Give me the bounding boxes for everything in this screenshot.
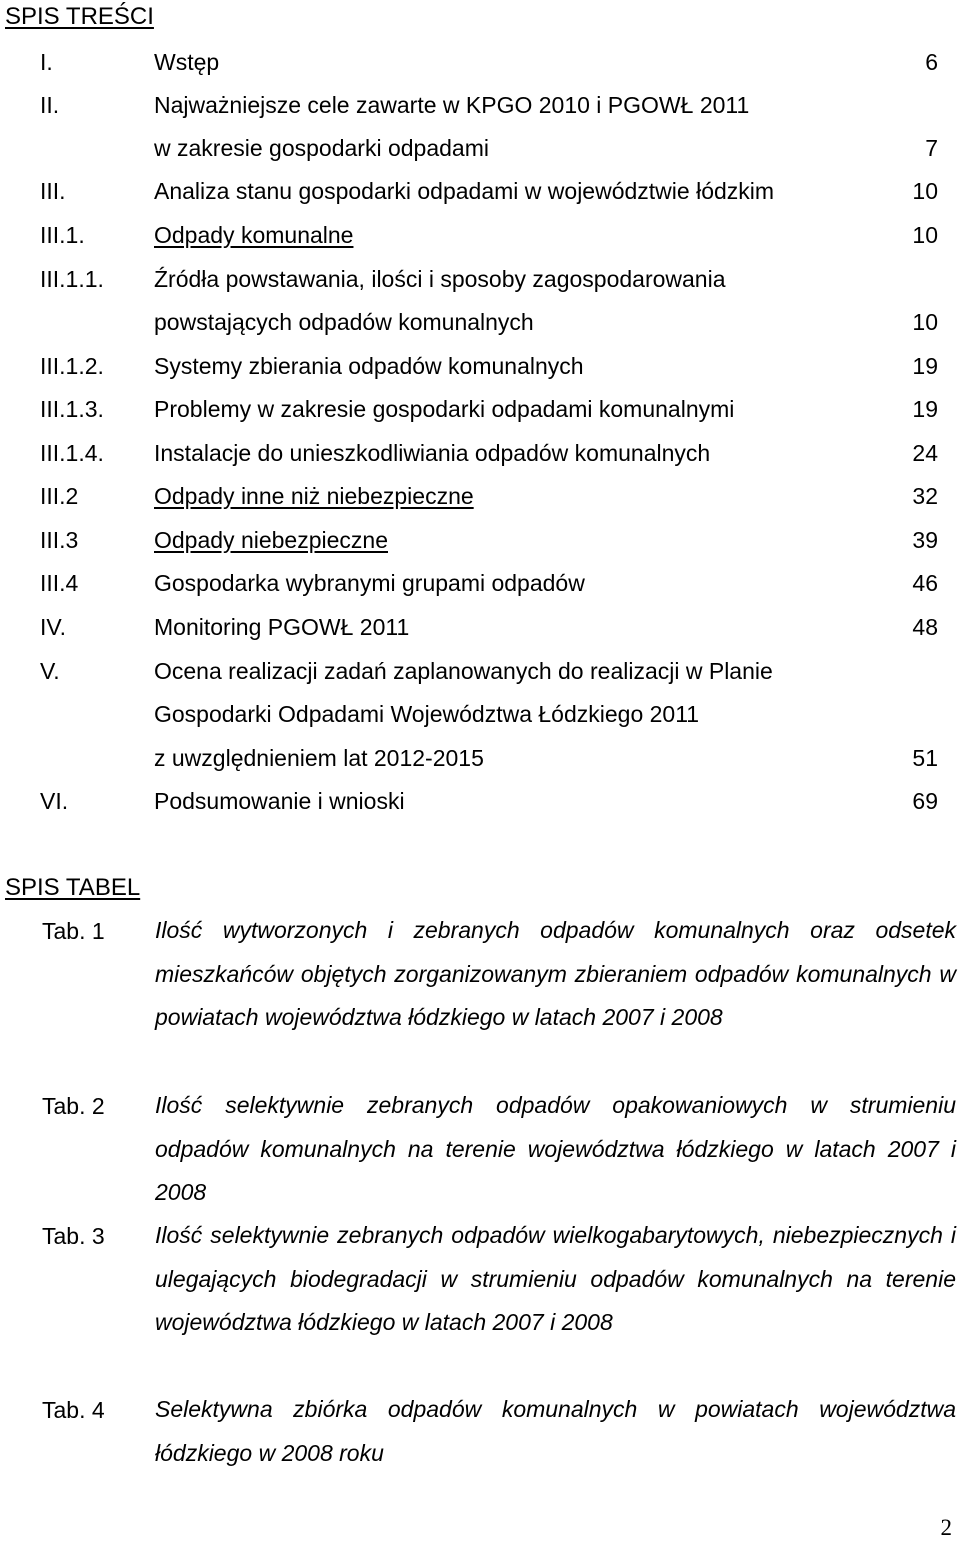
toc-entry-page: 46 bbox=[912, 570, 938, 596]
toc-entry-continuation[interactable] bbox=[0, 132, 960, 164]
toc-entry[interactable] bbox=[0, 393, 960, 425]
toc-entry-number: III.2 bbox=[40, 483, 79, 509]
toc-entry-page: 24 bbox=[912, 440, 938, 466]
toc-heading: SPIS TREŚCI bbox=[5, 3, 154, 30]
toc-entry[interactable] bbox=[0, 655, 960, 687]
toc-entry-continuation[interactable] bbox=[0, 306, 960, 338]
toc-entry-number: III.1. bbox=[40, 222, 85, 248]
toc-entry-page: 19 bbox=[912, 396, 938, 422]
toc-entry[interactable] bbox=[0, 89, 960, 121]
toc-entry-title: Analiza stanu gospodarki odpadami w województwie łódzkim bbox=[154, 178, 775, 204]
toc-entry-title: Gospodarki Odpadami Województwa Łódzkiego 2011 bbox=[154, 701, 700, 727]
table-label: Tab. 1 bbox=[42, 918, 105, 944]
table-caption: Ilość selektywnie zebranych odpadów opakowaniowych w strumieniu odpadów komunalnych na terenie województwa łódzkiego w latach 2007 i 2008 bbox=[155, 1092, 956, 1206]
toc-entry[interactable] bbox=[0, 219, 960, 251]
toc-entry-page: 7 bbox=[925, 135, 938, 161]
toc-entry-number: VI. bbox=[40, 788, 69, 814]
toc-entry-title: Monitoring PGOWŁ 2011 bbox=[154, 614, 410, 640]
toc-entry-title: Wstęp bbox=[154, 49, 220, 75]
toc-entry-number: III. bbox=[40, 178, 66, 204]
toc-entry-title: z uwzględnieniem lat 2012-2015 bbox=[154, 745, 484, 771]
toc-entry-title: Podsumowanie i wnioski bbox=[154, 788, 405, 814]
toc-entry-number: I. bbox=[40, 49, 53, 75]
toc-entry[interactable] bbox=[0, 46, 960, 78]
toc-entry[interactable] bbox=[0, 480, 960, 512]
page-number: 2 bbox=[940, 1515, 952, 1540]
table-caption: Ilość selektywnie zebranych odpadów wielkogabarytowych, niebezpiecznych i ulegających biodegradacji w strumieniu odpadów komunalnych na terenie województwa łódzkiego w latach 2007 i 2008 bbox=[155, 1222, 956, 1336]
toc-entry-number: III.4 bbox=[40, 570, 79, 596]
toc-entry[interactable] bbox=[0, 263, 960, 295]
toc-entry[interactable] bbox=[0, 785, 960, 817]
toc-entry-title: Gospodarka wybranymi grupami odpadów bbox=[154, 570, 585, 596]
toc-entry-page: 48 bbox=[912, 614, 938, 640]
toc-entry-page: 19 bbox=[912, 353, 938, 379]
toc-entry-page: 6 bbox=[925, 49, 938, 75]
toc-entry-title: Instalacje do unieszkodliwiania odpadów komunalnych bbox=[154, 440, 711, 466]
toc-entry-number: III.3 bbox=[40, 527, 79, 553]
toc-entry-page: 10 bbox=[912, 178, 938, 204]
toc-entry[interactable] bbox=[0, 567, 960, 599]
toc-entry-number: V. bbox=[40, 658, 60, 684]
toc-entry-title: Odpady niebezpieczne bbox=[154, 527, 388, 553]
table-label: Tab. 2 bbox=[42, 1093, 105, 1119]
toc-entry-page: 32 bbox=[912, 483, 938, 509]
toc-entry-title: Odpady inne niż niebezpieczne bbox=[154, 483, 474, 509]
table-label: Tab. 4 bbox=[42, 1397, 105, 1423]
toc-entry-number: III.1.4. bbox=[40, 440, 104, 466]
toc-entry-title: Ocena realizacji zadań zaplanowanych do realizacji w Planie bbox=[154, 658, 773, 684]
table-caption: Ilość wytworzonych i zebranych odpadów komunalnych oraz odsetek mieszkańców objętych zorganizowanym zbieraniem odpadów komunalnych w powiatach województwa łódzkiego w latach 2007 i 2008 bbox=[155, 917, 956, 1031]
toc-entry-continuation[interactable] bbox=[0, 698, 960, 730]
toc-entry-title: Odpady komunalne bbox=[154, 222, 354, 248]
toc-entry-number: III.1.3. bbox=[40, 396, 104, 422]
toc-entry-number: III.1.2. bbox=[40, 353, 104, 379]
toc-entry-continuation[interactable] bbox=[0, 742, 960, 774]
toc-entry-page: 10 bbox=[912, 222, 938, 248]
toc-entry[interactable] bbox=[0, 437, 960, 469]
toc-entry-title: w zakresie gospodarki odpadami bbox=[154, 135, 489, 161]
toc-entry-title: Źródła powstawania, ilości i sposoby zagospodarowania bbox=[154, 266, 726, 292]
toc-entry[interactable] bbox=[0, 524, 960, 556]
toc-entry-title: Systemy zbierania odpadów komunalnych bbox=[154, 353, 584, 379]
toc-entry-page: 39 bbox=[912, 527, 938, 553]
toc-entry-number: III.1.1. bbox=[40, 266, 104, 292]
toc-entry[interactable] bbox=[0, 350, 960, 382]
toc-entry-title: powstających odpadów komunalnych bbox=[154, 309, 534, 335]
table-caption: Selektywna zbiórka odpadów komunalnych w powiatach województwa łódzkiego w 2008 roku bbox=[155, 1396, 956, 1466]
toc-entry-page: 10 bbox=[912, 309, 938, 335]
toc-entry-number: II. bbox=[40, 92, 60, 118]
toc-entry-number: IV. bbox=[40, 614, 67, 640]
toc-entry-title: Problemy w zakresie gospodarki odpadami komunalnymi bbox=[154, 396, 735, 422]
toc-entry-page: 51 bbox=[912, 745, 938, 771]
toc-entry-title: Najważniejsze cele zawarte w KPGO 2010 i PGOWŁ 2011 bbox=[154, 92, 750, 118]
toc-entry[interactable] bbox=[0, 611, 960, 643]
toc-entry[interactable] bbox=[0, 175, 960, 207]
table-label: Tab. 3 bbox=[42, 1223, 105, 1249]
toc-entry-page: 69 bbox=[912, 788, 938, 814]
tables-list-heading: SPIS TABEL bbox=[5, 874, 141, 901]
